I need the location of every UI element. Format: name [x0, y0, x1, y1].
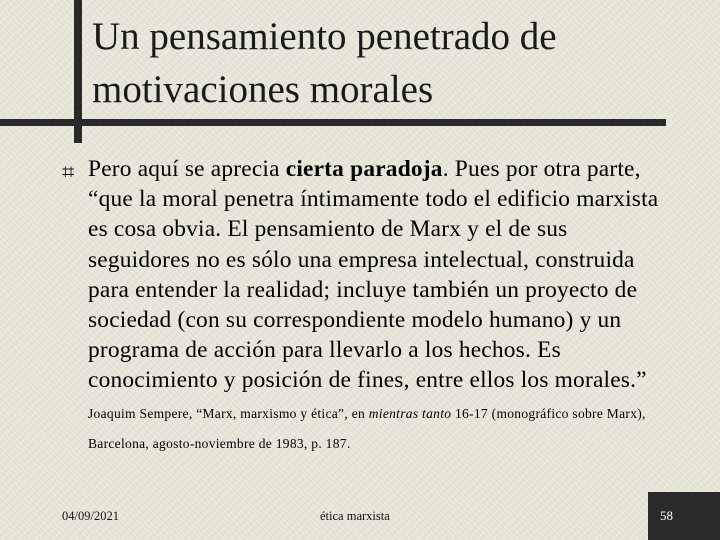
- body-quote: . Pues por otra parte, “que la moral penetra íntimamente todo el edificio marxista es cosa obvia. El pensamiento de Marx y el de sus seguidores no es sólo una empresa intelectual, construida para entender la realidad; incluye también un proyecto de sociedad (con su correspondiente modelo humano) y un programa de acción para llevarlo a los hechos. Es conocimiento y posición de fines, entre ellos los morales.”: [88, 156, 659, 394]
- body-intro: Pero aquí se aprecia: [88, 156, 286, 182]
- slide-title: Un pensamiento penetrado de motivaciones morales: [92, 15, 557, 111]
- title-underline-rule: [0, 119, 666, 126]
- slide-body: [88, 154, 668, 456]
- citation-details: 16-17 (monográfico sobre Marx), Barcelona, agosto-noviembre de 1983, p. 187.: [88, 405, 646, 451]
- footer-date: 04/09/2021: [62, 509, 119, 523]
- citation-journal: mientras tanto: [368, 405, 452, 421]
- citation-author-title: Joaquim Sempere, “Marx, marxismo y ética”, en: [88, 405, 369, 421]
- page-number: 58: [660, 508, 673, 523]
- bullet-icon: ⌗: [62, 160, 75, 185]
- page-number-box: [648, 492, 720, 540]
- footer-course-title: ética marxista: [320, 509, 390, 523]
- citation: [88, 406, 646, 451]
- body-emphasis: cierta paradoja: [285, 156, 443, 182]
